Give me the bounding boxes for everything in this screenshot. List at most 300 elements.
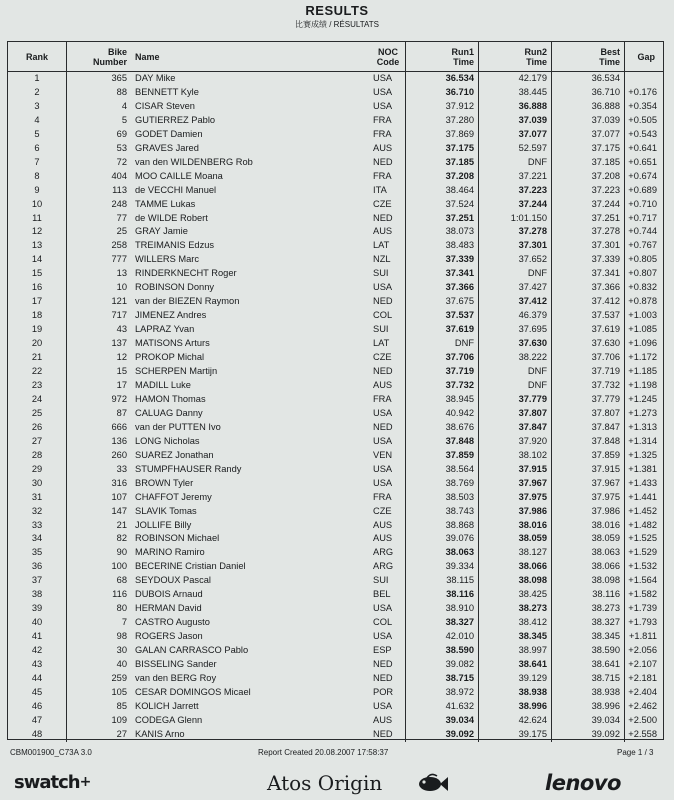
cell-bike-number: 90 [116, 547, 127, 558]
document-code: CBM001900_C73A 3.0 [10, 748, 92, 757]
cell-gap: +1.529 [625, 546, 664, 560]
cell-noc-code: COL [373, 310, 393, 321]
cell-rank: 2 [8, 86, 67, 100]
cell-bike-number: 68 [116, 575, 127, 586]
cell-best-time: 37.619 [552, 323, 625, 337]
cell-noc-code: CZE [373, 505, 392, 516]
table-row [8, 672, 663, 686]
cell-noc-code: ESP [373, 645, 392, 656]
table-row [8, 100, 663, 114]
cell-run1-time: 39.082 [406, 658, 479, 672]
table-row [8, 532, 663, 546]
cell-name: CHAFFOT Jeremy [135, 491, 212, 502]
cell-run1-time: 37.848 [406, 435, 479, 449]
cell-rank: 25 [8, 407, 67, 421]
cell-noc-code: FRA [373, 114, 392, 125]
cell-run1-time: 38.464 [406, 184, 479, 198]
cell-gap: +1.793 [625, 616, 664, 630]
cell-run1-time: 37.339 [406, 253, 479, 267]
cell-noc-code: LAT [373, 240, 390, 251]
header-gap: Gap [625, 42, 664, 72]
cell-bike-number: 666 [111, 421, 127, 432]
cell-run1-time: 39.092 [406, 728, 479, 742]
cell-run1-time: DNF [406, 337, 479, 351]
header-run1-time: Run1 Time [406, 42, 479, 72]
cell-rank: 3 [8, 100, 67, 114]
cell-name: BROWN Tyler [135, 477, 194, 488]
cell-run1-time: 40.942 [406, 407, 479, 421]
cell-name: MOO CAILLE Moana [135, 170, 223, 181]
cell-rank: 1 [8, 72, 67, 86]
cell-gap: +0.744 [625, 225, 664, 239]
cell-noc-code: LAT [373, 338, 390, 349]
table-row [8, 588, 663, 602]
cell-noc-code: AUS [373, 714, 393, 725]
cell-gap: +2.056 [625, 644, 664, 658]
cell-run2-time: 38.098 [479, 574, 552, 588]
cell-gap: +2.181 [625, 672, 664, 686]
cell-name: BECERINE Cristian Daniel [135, 561, 246, 572]
cell-noc-code: USA [373, 603, 393, 614]
cell-gap: +1.273 [625, 407, 664, 421]
cell-run1-time: 36.534 [406, 72, 479, 86]
table-row [8, 212, 663, 226]
cell-noc-code: NED [373, 421, 393, 432]
cell-run2-time: 37.223 [479, 184, 552, 198]
cell-name: SCHERPEN Martijn [135, 366, 218, 377]
cell-bike-number: 85 [116, 700, 127, 711]
cell-gap: +2.462 [625, 700, 664, 714]
cell-gap: +0.710 [625, 198, 664, 212]
results-table [7, 41, 664, 740]
cell-best-time: 38.063 [552, 546, 625, 560]
table-row [8, 630, 663, 644]
cell-run2-time: 38.059 [479, 532, 552, 546]
cell-run1-time: 38.769 [406, 477, 479, 491]
cell-name: GRAY Jamie [135, 226, 188, 237]
cell-run2-time: 37.847 [479, 421, 552, 435]
cell-name: HAMON Thomas [135, 393, 206, 404]
cell-rank: 24 [8, 393, 67, 407]
cell-noc-code: SUI [373, 324, 389, 335]
cell-rank: 22 [8, 365, 67, 379]
report-created: Report Created 20.08.2007 17:58:37 [258, 748, 389, 757]
cell-best-time: 37.967 [552, 477, 625, 491]
cell-bike-number: 972 [111, 393, 127, 404]
cell-bike-number: 12 [116, 352, 127, 363]
cell-run2-time: 38.345 [479, 630, 552, 644]
cell-name: van der BIEZEN Raymon [135, 296, 240, 307]
cell-best-time: 38.345 [552, 630, 625, 644]
cell-run2-time: 38.997 [479, 644, 552, 658]
cell-name: RINDERKNECHT Roger [135, 268, 237, 279]
cell-best-time: 37.807 [552, 407, 625, 421]
cell-run2-time: 38.273 [479, 602, 552, 616]
cell-name: TREIMANIS Edzus [135, 240, 215, 251]
cell-bike-number: 116 [112, 589, 127, 600]
table-row [8, 184, 663, 198]
cell-run1-time: 38.073 [406, 225, 479, 239]
cell-best-time: 36.534 [552, 72, 625, 86]
cell-noc-code: NED [373, 659, 393, 670]
cell-best-time: 37.244 [552, 198, 625, 212]
cell-name: ROBINSON Donny [135, 282, 215, 293]
cell-best-time: 38.016 [552, 519, 625, 533]
cell-run2-time: DNF [479, 365, 552, 379]
cell-best-time: 37.208 [552, 170, 625, 184]
cell-run2-time: 37.920 [479, 435, 552, 449]
cell-run2-time: 37.412 [479, 295, 552, 309]
cell-bike-number: 27 [116, 728, 127, 739]
cell-noc-code: NED [373, 672, 393, 683]
table-row [8, 616, 663, 630]
cell-best-time: 37.278 [552, 225, 625, 239]
cell-run1-time: 39.034 [406, 714, 479, 728]
cell-name: SLAVIK Tomas [135, 505, 197, 516]
header-noc-code: NOC Code [371, 42, 406, 72]
cell-run1-time: 37.719 [406, 365, 479, 379]
cell-rank: 11 [8, 212, 67, 226]
cell-rank: 42 [8, 644, 67, 658]
cell-gap: +1.245 [625, 393, 664, 407]
cell-name: SEYDOUX Pascal [135, 575, 211, 586]
cell-rank: 9 [8, 184, 67, 198]
cell-run2-time: 37.807 [479, 407, 552, 421]
table-row [8, 728, 663, 742]
cell-best-time: 39.034 [552, 714, 625, 728]
cell-bike-number: 80 [116, 603, 127, 614]
cell-run1-time: 37.524 [406, 198, 479, 212]
cell-bike-number: 107 [111, 491, 127, 502]
cell-rank: 32 [8, 505, 67, 519]
cell-gap: +1.452 [625, 505, 664, 519]
cell-bike-number: 365 [111, 73, 127, 83]
cell-run2-time: 38.016 [479, 519, 552, 533]
page-number: Page 1 / 3 [617, 748, 654, 757]
cell-best-time: 37.223 [552, 184, 625, 198]
cell-best-time: 38.938 [552, 686, 625, 700]
cell-gap: +1.441 [625, 491, 664, 505]
table-row [8, 198, 663, 212]
cell-run1-time: 37.619 [406, 323, 479, 337]
cell-bike-number: 259 [111, 672, 127, 683]
cell-rank: 28 [8, 449, 67, 463]
cell-name: LONG Nicholas [135, 435, 200, 446]
header-rank: Rank [8, 42, 67, 72]
cell-name: GUTIERREZ Pablo [135, 114, 216, 125]
cell-run1-time: 37.537 [406, 309, 479, 323]
cell-noc-code: VEN [373, 449, 393, 460]
cell-name: CESAR DOMINGOS Micael [135, 686, 251, 697]
cell-run2-time: 37.975 [479, 491, 552, 505]
cell-run1-time: 38.116 [406, 588, 479, 602]
cell-gap: +0.354 [625, 100, 664, 114]
cell-run1-time: 37.732 [406, 379, 479, 393]
cell-noc-code: NED [373, 212, 393, 223]
table-row [8, 337, 663, 351]
cell-run2-time: 42.179 [479, 72, 552, 86]
cell-run2-time: 37.221 [479, 170, 552, 184]
cell-run1-time: 37.869 [406, 128, 479, 142]
cell-noc-code: AUS [373, 379, 393, 390]
cell-rank: 10 [8, 198, 67, 212]
cell-best-time: 38.641 [552, 658, 625, 672]
cell-gap: +1.564 [625, 574, 664, 588]
cell-noc-code: USA [373, 73, 393, 83]
cell-bike-number: 4 [121, 100, 127, 111]
cell-bike-number: 7 [121, 617, 127, 628]
cell-run2-time: 38.222 [479, 351, 552, 365]
cell-bike-number: 72 [116, 156, 127, 167]
cell-noc-code: NED [373, 728, 393, 739]
cell-best-time: 36.888 [552, 100, 625, 114]
cell-rank: 35 [8, 546, 67, 560]
table-row [8, 295, 663, 309]
cell-rank: 47 [8, 714, 67, 728]
cell-rank: 40 [8, 616, 67, 630]
cell-rank: 26 [8, 421, 67, 435]
table-row [8, 156, 663, 170]
cell-run1-time: 38.676 [406, 421, 479, 435]
table-row [8, 225, 663, 239]
cell-gap: +1.582 [625, 588, 664, 602]
table-row [8, 170, 663, 184]
cell-gap: +1.325 [625, 449, 664, 463]
cell-best-time: 37.915 [552, 463, 625, 477]
cell-run2-time: 37.915 [479, 463, 552, 477]
cell-gap: +0.641 [625, 142, 664, 156]
cell-bike-number: 147 [111, 505, 127, 516]
cell-noc-code: USA [373, 463, 393, 474]
cell-noc-code: FRA [373, 170, 392, 181]
cell-gap: +1.811 [625, 630, 664, 644]
cell-rank: 34 [8, 532, 67, 546]
cell-run2-time: 38.102 [479, 449, 552, 463]
cell-run2-time: 37.427 [479, 281, 552, 295]
table-row [8, 407, 663, 421]
cell-name: de VECCHI Manuel [135, 184, 217, 195]
page-title: RESULTS [305, 3, 369, 18]
cell-rank: 27 [8, 435, 67, 449]
cell-run1-time: 38.910 [406, 602, 479, 616]
cell-best-time: 37.630 [552, 337, 625, 351]
cell-run2-time: 39.175 [479, 728, 552, 742]
cell-run1-time: 38.972 [406, 686, 479, 700]
cell-run1-time: 37.251 [406, 212, 479, 226]
table-row [8, 253, 663, 267]
cell-run2-time: 37.652 [479, 253, 552, 267]
cell-bike-number: 21 [116, 519, 127, 530]
cell-name: ROGERS Jason [135, 631, 203, 642]
cell-run1-time: 41.632 [406, 700, 479, 714]
cell-best-time: 37.537 [552, 309, 625, 323]
header-name: Name [131, 42, 371, 72]
cell-run2-time: 37.630 [479, 337, 552, 351]
cell-run1-time: 37.185 [406, 156, 479, 170]
cell-best-time: 38.116 [552, 588, 625, 602]
cell-run1-time: 37.675 [406, 295, 479, 309]
cell-gap: +1.739 [625, 602, 664, 616]
cell-best-time: 38.273 [552, 602, 625, 616]
cell-rank: 23 [8, 379, 67, 393]
cell-run2-time: 46.379 [479, 309, 552, 323]
cell-rank: 44 [8, 672, 67, 686]
cell-run1-time: 38.715 [406, 672, 479, 686]
cell-gap: +1.482 [625, 519, 664, 533]
cell-best-time: 37.175 [552, 142, 625, 156]
cell-name: van der PUTTEN Ivo [135, 421, 221, 432]
cell-rank: 15 [8, 267, 67, 281]
cell-gap: +0.878 [625, 295, 664, 309]
cell-name: CALUAG Danny [135, 407, 203, 418]
cell-run2-time: 38.445 [479, 86, 552, 100]
cell-bike-number: 260 [111, 449, 127, 460]
cell-best-time: 38.715 [552, 672, 625, 686]
cell-run1-time: 37.859 [406, 449, 479, 463]
cell-gap: +1.313 [625, 421, 664, 435]
cell-noc-code: FRA [373, 128, 392, 139]
table-row [8, 351, 663, 365]
cell-name: PROKOP Michal [135, 352, 205, 363]
cell-bike-number: 88 [116, 86, 127, 97]
cell-bike-number: 109 [111, 714, 127, 725]
cell-rank: 12 [8, 225, 67, 239]
cell-best-time: 37.975 [552, 491, 625, 505]
table-header-row [8, 42, 663, 72]
cell-gap: +0.767 [625, 239, 664, 253]
cell-gap: +1.433 [625, 477, 664, 491]
cell-run1-time: 39.334 [406, 560, 479, 574]
cell-run1-time: 37.280 [406, 114, 479, 128]
cell-run1-time: 38.564 [406, 463, 479, 477]
cell-run1-time: 36.710 [406, 86, 479, 100]
cell-gap: +0.674 [625, 170, 664, 184]
table-row [8, 365, 663, 379]
cell-bike-number: 136 [111, 435, 127, 446]
cell-noc-code: ITA [373, 184, 387, 195]
cell-run1-time: 39.076 [406, 532, 479, 546]
cell-best-time: 37.185 [552, 156, 625, 170]
cell-run2-time: 37.986 [479, 505, 552, 519]
cell-bike-number: 717 [111, 310, 127, 321]
cell-run2-time: 37.278 [479, 225, 552, 239]
cell-bike-number: 316 [111, 477, 127, 488]
table-row [8, 128, 663, 142]
cell-best-time: 37.859 [552, 449, 625, 463]
cell-noc-code: AUS [373, 226, 393, 237]
cell-name: ROBINSON Michael [135, 533, 220, 544]
cell-gap: +1.381 [625, 463, 664, 477]
table-row [8, 714, 663, 728]
cell-run2-time: 36.888 [479, 100, 552, 114]
table-row [8, 379, 663, 393]
cell-run2-time: DNF [479, 267, 552, 281]
cell-rank: 5 [8, 128, 67, 142]
cell-best-time: 36.710 [552, 86, 625, 100]
cell-run2-time: 38.425 [479, 588, 552, 602]
cell-noc-code: USA [373, 407, 393, 418]
cell-noc-code: CZE [373, 352, 392, 363]
cell-bike-number: 100 [111, 561, 127, 572]
cell-run1-time: 38.483 [406, 239, 479, 253]
cell-name: KANIS Arno [135, 728, 185, 739]
cell-gap: +0.651 [625, 156, 664, 170]
cell-name: KOLICH Jarrett [135, 700, 199, 711]
cell-best-time: 37.339 [552, 253, 625, 267]
cell-name: LAPRAZ Yvan [135, 324, 195, 335]
cell-run1-time: 38.063 [406, 546, 479, 560]
cell-run2-time: 37.244 [479, 198, 552, 212]
cell-name: SUAREZ Jonathan [135, 449, 214, 460]
cell-rank: 14 [8, 253, 67, 267]
cell-bike-number: 82 [116, 533, 127, 544]
table-row [8, 281, 663, 295]
cell-run2-time: 39.129 [479, 672, 552, 686]
cell-bike-number: 13 [116, 268, 127, 279]
cell-noc-code: USA [373, 86, 393, 97]
table-row [8, 491, 663, 505]
lenovo-logo: lenovo [545, 771, 621, 795]
cell-gap: +1.185 [625, 365, 664, 379]
cell-name: CASTRO Augusto [135, 617, 210, 628]
header-best-time: Best Time [552, 42, 625, 72]
cell-rank: 31 [8, 491, 67, 505]
cell-name: JIMENEZ Andres [135, 310, 207, 321]
table-row [8, 700, 663, 714]
cell-run1-time: 37.912 [406, 100, 479, 114]
cell-run1-time: 38.115 [406, 574, 479, 588]
cell-run1-time: 37.706 [406, 351, 479, 365]
cell-gap: +0.176 [625, 86, 664, 100]
cell-best-time: 38.590 [552, 644, 625, 658]
cell-bike-number: 53 [116, 142, 127, 153]
cell-noc-code: AUS [373, 533, 393, 544]
table-row [8, 393, 663, 407]
cell-run1-time: 37.366 [406, 281, 479, 295]
cell-bike-number: 69 [116, 128, 127, 139]
atos-origin-logo: Atos Origin [267, 771, 383, 795]
cell-bike-number: 30 [116, 645, 127, 656]
header-bike-number: Bike Number [67, 42, 132, 72]
cell-name: MARINO Ramiro [135, 547, 205, 558]
cell-bike-number: 404 [111, 170, 127, 181]
cell-run1-time: 38.590 [406, 644, 479, 658]
table-row [8, 449, 663, 463]
cell-name: HERMAN David [135, 603, 202, 614]
cell-gap [625, 72, 664, 86]
cell-noc-code: USA [373, 100, 393, 111]
cell-noc-code: BEL [373, 589, 391, 600]
fish-icon [415, 770, 449, 796]
cell-rank: 7 [8, 156, 67, 170]
cell-best-time: 37.706 [552, 351, 625, 365]
cell-gap: +1.172 [625, 351, 664, 365]
cell-gap: +0.689 [625, 184, 664, 198]
table-row [8, 463, 663, 477]
cell-best-time: 37.366 [552, 281, 625, 295]
cell-noc-code: SUI [373, 268, 389, 279]
cell-gap: +1.198 [625, 379, 664, 393]
cell-gap: +1.085 [625, 323, 664, 337]
cell-run2-time: 37.695 [479, 323, 552, 337]
cell-run1-time: 38.868 [406, 519, 479, 533]
cell-gap: +0.807 [625, 267, 664, 281]
cell-run2-time: 38.641 [479, 658, 552, 672]
cell-noc-code: SUI [373, 575, 389, 586]
cell-run2-time: 52.597 [479, 142, 552, 156]
cell-noc-code: CZE [373, 198, 392, 209]
table-row [8, 560, 663, 574]
